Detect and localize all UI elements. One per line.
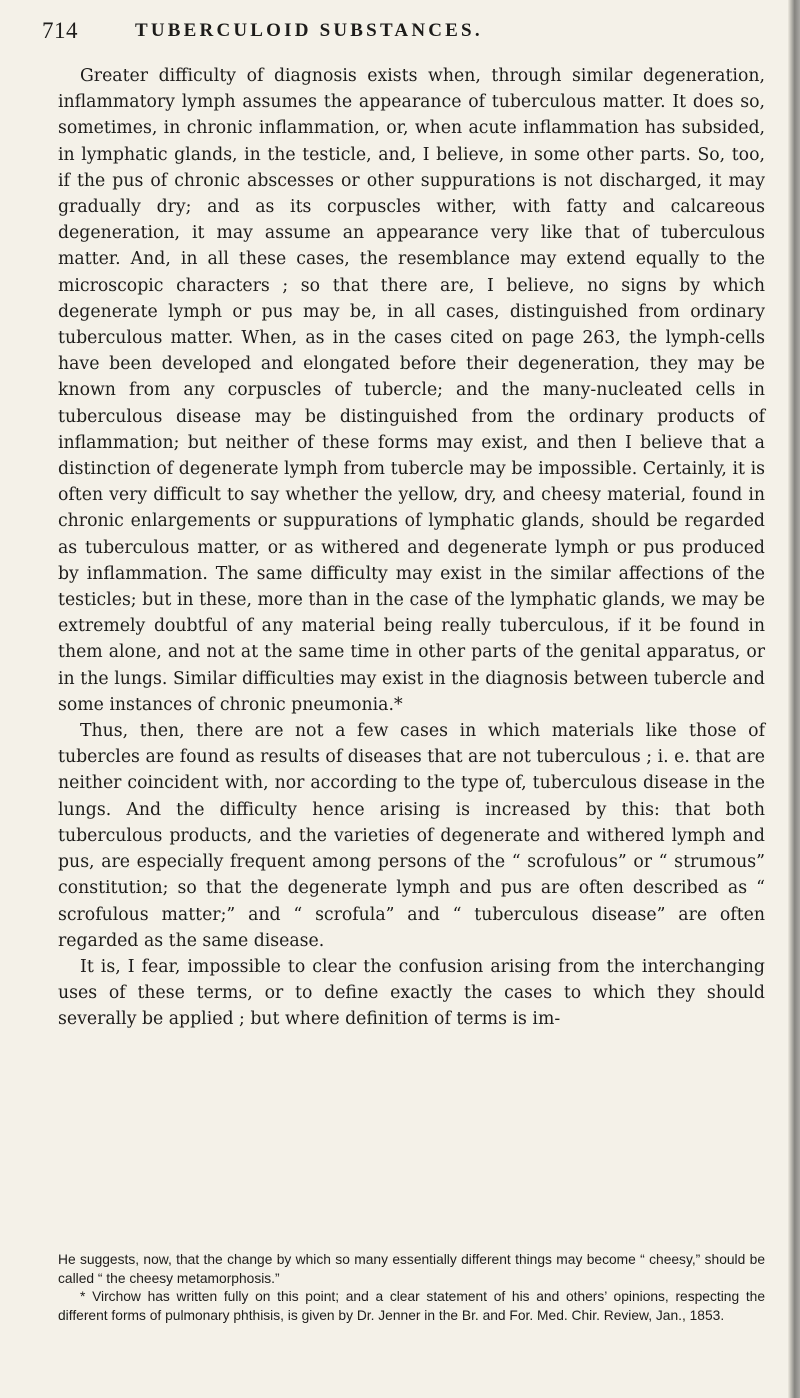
paragraph: Thus, then, there are not a few cases in which materials like those of tubercles are found as results of diseases that are not tuberculous ; i. e. that are neither coincident with, nor according to the type of, tuberculous disease in the lungs. And the difficulty hence arising is increased by this: that both tuberculous products, and the varieties of degenerate and withered lymph and pus, are especially frequent among persons of the “ scrofulous” or “ strumous” constitution; so that the degenerate lymph and pus are often described as “ scrofulous matter;” and “ scrofula” and “ tuberculous disease” are often regarded as the same disease. (58, 721, 765, 951)
paragraph: Greater difficulty of diagnosis exists when, through similar degeneration, inflammatory lymph assumes the appearance of tuberculous matter. It does so, sometimes, in chronic inflammation, or, when acute inflammation has subsided, in lymphatic glands, in the testicle, and, I believe, in some other parts. So, too, if the pus of chronic abscesses or other suppurations is not discharged, it may gradually dry; and as its corpuscles wither, with fatty and calcareous degeneration, it may assume an appearance very like that of tuberculous matter. And, in all these cases, the resemblance may extend equally to the microscopic characters ; so that there are, I believe, no signs by which degenerate lymph or pus may be, in all cases, distinguished from ordinary tuberculous matter. When, as in the cases cited on page 263, the lymph-cells have been developed and elongated before their degeneration, they may be known from any corpuscles of tubercle; and the many-nucleated cells in tuberculous disease may be distinguished from the ordinary products of inflammation; but neither of these forms may exist, and then I believe that a distinction of degenerate lymph from tubercle may be impossible. Certainly, it is often very difficult to say whether the yellow, dry, and cheesy material, found in chronic enlargements or suppurations of lymphatic glands, should be regarded as tuberculous matter, or as withered and degenerate lymph or pus produced by inflammation. The same difficulty may exist in the similar affections of the testicles; but in these, more than in the case of the lymphatic glands, we may be extremely doubtful of any material being really tuberculous, if it be found in them alone, and not at the same time in other parts of the genital apparatus, or in the lungs. Similar difficulties may exist in the diagnosis between tubercle and some instances of chronic pneumonia.* (58, 66, 765, 715)
body-text (58, 63, 765, 1033)
footnote-continued: He suggests, now, that the change by which so many essentially different things may become “ cheesy,” should be called “ the cheesy metamorphosis.” (58, 1252, 765, 1286)
footnotes (58, 1251, 765, 1325)
paragraph: It is, I fear, impossible to clear the confusion arising from the interchanging uses of these terms, or to define exactly the cases to which they should severally be applied ; but where definition of terms is im- (58, 956, 765, 1030)
page-edge-shadow (788, 0, 800, 1398)
page-number: 714 (42, 18, 78, 43)
running-head: TUBERCULOID SUBSTANCES. (135, 20, 483, 41)
page-header (42, 18, 782, 52)
footnote: * Virchow has written fully on this point; and a clear statement of his and others’ opinions, respecting the different forms of pulmonary phthisis, is given by Dr. Jenner in the Br. and For. Med. Chir. Review, Jan., 1853. (58, 1289, 765, 1323)
